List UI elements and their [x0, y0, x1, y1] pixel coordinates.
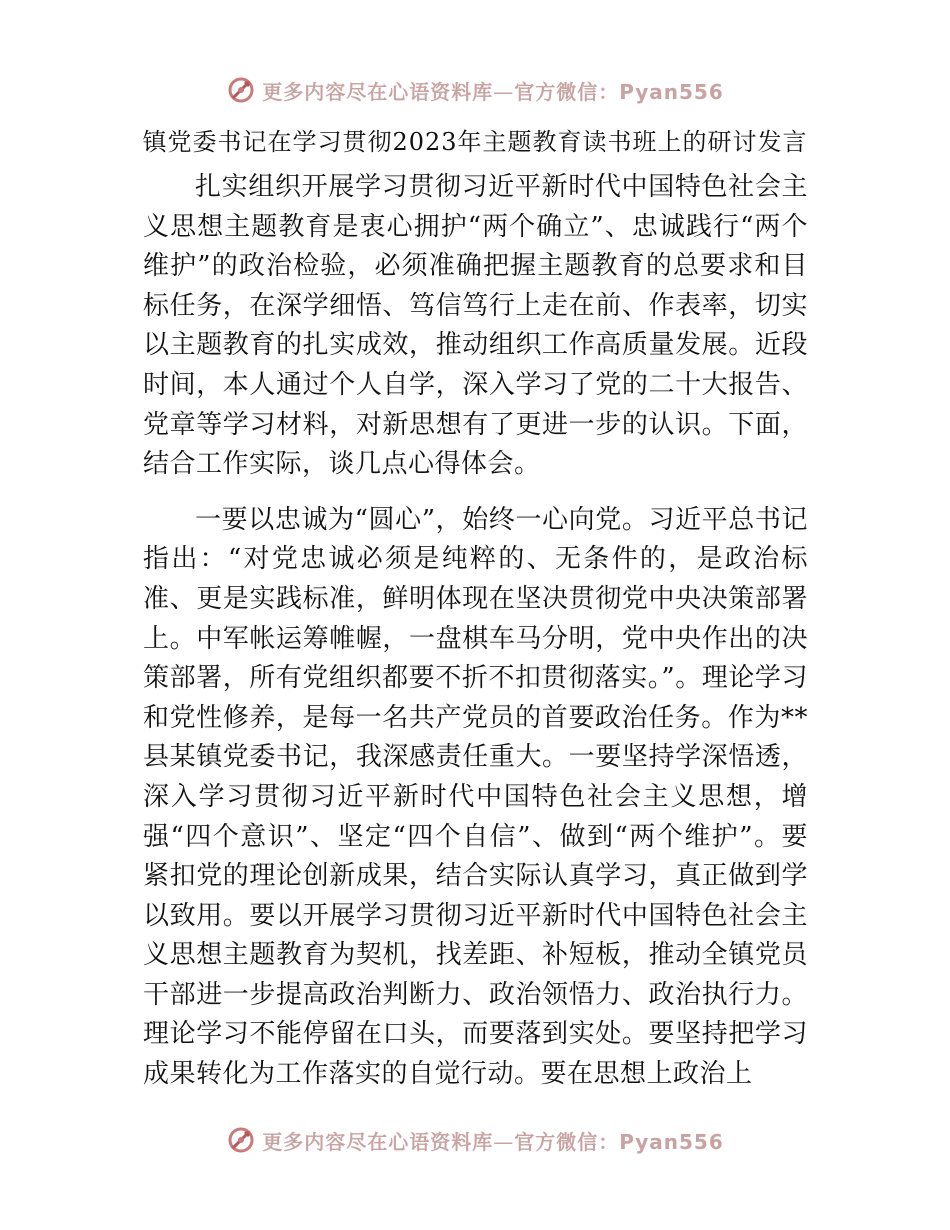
watermark-contact: 官方微信：Pyan556	[514, 79, 724, 104]
watermark-dash: —	[493, 79, 515, 104]
watermark-main: 更多内容尽在心语资料库	[262, 1129, 494, 1154]
document-title: 镇党委书记在学习贯彻2023年主题教育读书班上的研讨发言	[142, 128, 808, 156]
document-body	[143, 168, 808, 1095]
watermark-banner-top	[0, 72, 950, 108]
pen-logo-icon	[226, 75, 256, 105]
watermark-main: 更多内容尽在心语资料库	[262, 79, 494, 104]
paragraph-intro: 扎实组织开展学习贯彻习近平新时代中国特色社会主义思想主题教育是衷心拥护“两个确立”、忠诚践行“两个维护”的政治检验，必须准确把握主题教育的总要求和目标任务，在深学细悟、笃信笃行上走在前、作表率，切实以主题教育的扎实成效，推动组织工作高质量发展。近段时间，本人通过个人自学，深入学习了党的二十大报告、党章等学习材料，对新思想有了更进一步的认识。下面，结合工作实际，谈几点心得体会。	[143, 172, 808, 480]
watermark-contact: 官方微信：Pyan556	[514, 1129, 724, 1154]
watermark-text	[262, 76, 724, 105]
watermark-banner-bottom	[0, 1122, 950, 1158]
watermark-dash: —	[493, 1129, 515, 1154]
paragraph-loyalty: 一要以忠诚为“圆心”，始终一心向党。习近平总书记指出：“对党忠诚必须是纯粹的、无条件的，是政治标准、更是实践标准，鲜明体现在坚决贯彻党中央决策部署上。中军帐运筹帷幄，一盘棋车马分明，党中央作出的决策部署，所有党组织都要不折不扣贯彻落实。”。理论学习和党性修养，是每一名共产党员的首要政治任务。作为**县某镇党委书记，我深感责任重大。一要坚持学深悟透，深入学习贯彻习近平新时代中国特色社会主义思想，增强“四个意识”、坚定“四个自信”、做到“两个维护”。要紧扣党的理论创新成果，结合实际认真学习，真正做到学以致用。要以开展学习贯彻习近平新时代中国特色社会主义思想主题教育为契机，找差距、补短板，推动全镇党员干部进一步提高政治判断力、政治领悟力、政治执行力。理论学习不能停留在口头，而要落到实处。要坚持把学习成果转化为工作落实的自觉行动。要在思想上政治上	[143, 504, 808, 1090]
watermark-text	[262, 1126, 724, 1155]
pen-logo-icon	[226, 1125, 256, 1155]
